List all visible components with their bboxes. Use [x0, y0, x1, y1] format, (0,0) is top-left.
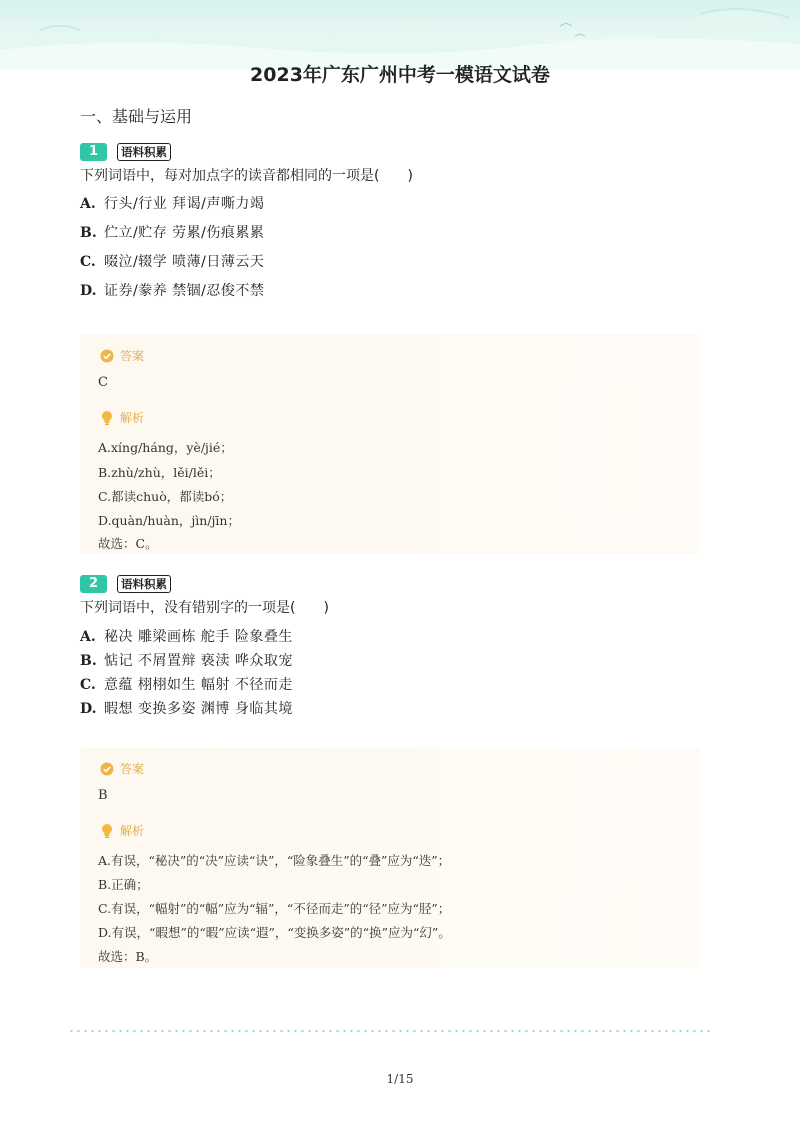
- section-title: 一、基础与运用: [80, 107, 193, 126]
- option-b: [80, 222, 264, 242]
- analysis-line: D.quàn/huàn，jìn/jīn；: [98, 513, 240, 528]
- lightbulb-icon: [100, 823, 114, 839]
- analysis-label: 解析: [100, 409, 144, 426]
- question-tag: 语料积累: [117, 143, 171, 161]
- analysis-line: C.有误，“幅射”的“幅”应为“辐”，“不径而走”的“径”应为“胫”；: [98, 901, 451, 916]
- option-letter: D.: [80, 701, 97, 717]
- check-circle-icon: [100, 349, 114, 363]
- analysis-line: A.xíng/háng，yè/jié；: [98, 440, 233, 455]
- analysis-line: 故选：B。: [98, 949, 158, 964]
- option-a: [80, 626, 293, 646]
- option-letter: C.: [80, 254, 96, 270]
- option-d: [80, 698, 293, 718]
- option-text: 啜泣/辍学 喷薄/日薄云天: [104, 254, 265, 270]
- question-number: 1: [80, 143, 107, 161]
- question-stem: 下列词语中，没有错别字的一项是( ): [80, 600, 329, 616]
- option-letter: A.: [80, 196, 96, 212]
- question-number: 2: [80, 575, 107, 593]
- option-text: 意蕴 栩栩如生 幅射 不径而走: [104, 677, 293, 693]
- option-b: [80, 650, 293, 670]
- analysis-line: C.都读chuò，都读bó；: [98, 489, 233, 504]
- analysis-line: A.有误，“秘决”的“决”应读“诀”，“险象叠生”的“叠”应为“迭”；: [98, 853, 451, 868]
- option-text: 行头/行业 拜谒/声嘶力竭: [104, 196, 265, 212]
- option-text: 暇想 变换多姿 渊博 身临其境: [104, 701, 293, 717]
- check-circle-icon: [100, 762, 114, 776]
- option-text: 证券/豢养 禁锢/忍俊不禁: [104, 283, 265, 299]
- option-d: [80, 280, 264, 300]
- option-letter: A.: [80, 629, 96, 645]
- answer-analysis-box: [80, 334, 700, 554]
- document-title: 2023年广东广州中考一模语文试卷: [250, 64, 550, 86]
- page-number: 1/15: [386, 1072, 414, 1086]
- answer-value: C: [98, 375, 108, 390]
- answer-value: B: [98, 788, 108, 803]
- analysis-label: 解析: [100, 822, 144, 839]
- analysis-line: 故选：C。: [98, 536, 158, 551]
- option-text: 秘决 雕梁画栋 舵手 险象叠生: [104, 629, 293, 645]
- analysis-line: D.有误，“暇想”的“暇”应读“遐”，“变换多姿”的“换”应为“幻”。: [98, 925, 451, 940]
- option-letter: D.: [80, 283, 97, 299]
- answer-analysis-box: [80, 748, 700, 968]
- option-letter: B.: [80, 653, 97, 669]
- question-header: [80, 143, 171, 161]
- question-stem: 下列词语中，每对加点字的读音都相同的一项是( ): [80, 168, 413, 184]
- option-text: 惦记 不屑置辩 亵渎 哗众取宠: [104, 653, 293, 669]
- analysis-line: B.zhù/zhù，lěi/lěi；: [98, 465, 221, 480]
- option-c: [80, 251, 264, 271]
- lightbulb-icon: [100, 410, 114, 426]
- analysis-line: B.正确；: [98, 877, 149, 892]
- question-header: [80, 575, 171, 593]
- answer-label: 答案: [100, 347, 144, 364]
- option-a: [80, 193, 264, 213]
- option-letter: B.: [80, 225, 97, 241]
- option-text: 伫立/贮存 劳累/伤痕累累: [104, 225, 265, 241]
- answer-label: 答案: [100, 760, 144, 777]
- option-letter: C.: [80, 677, 96, 693]
- option-c: [80, 674, 293, 694]
- dotted-divider: [68, 1030, 710, 1032]
- question-tag: 语料积累: [117, 575, 171, 593]
